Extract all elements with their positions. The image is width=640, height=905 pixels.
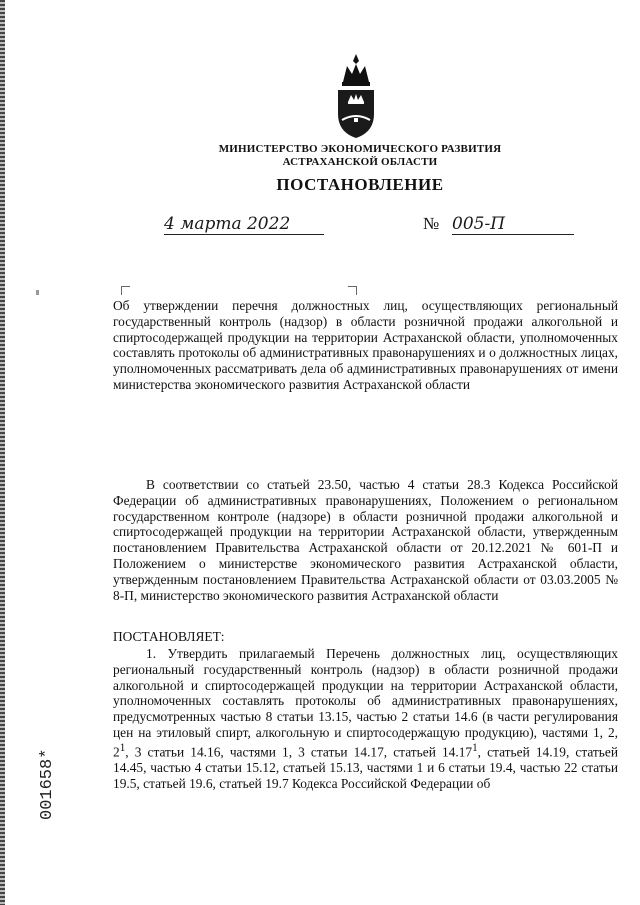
handwritten-number: 005-П	[452, 214, 574, 235]
astrakhan-coat-of-arms-icon	[333, 52, 379, 140]
scan-speck	[36, 290, 39, 295]
item-1-text-b: , 3 статьи 14.16, частями 1, 3 статьи 14.17, статьей 14.17	[125, 744, 473, 760]
document-subject: Об утверждении перечня должностных лиц, осуществляющих региональный государственный контроль (надзор) в области розничной продажи алкогольной и спиртосодержащей продукции на территории Астраханской области, уполномоченных составлять протоколы об административных правонарушениях и о должностных лицах, уполномоченных рассматривать дела об административных правонарушениях от имени министерства экономического развития Астраханской области	[113, 298, 618, 392]
scan-edge	[0, 0, 5, 905]
resolve-heading: ПОСТАНОВЛЯЕТ:	[113, 629, 225, 644]
ministry-name-line2: АСТРАХАНСКОЙ ОБЛАСТИ	[282, 156, 438, 168]
number-label: №	[423, 214, 440, 233]
title-corner-mark-right	[348, 286, 357, 295]
title-corner-mark-left	[121, 286, 130, 295]
ministry-name-line1: МИНИСТЕРСТВО ЭКОНОМИЧЕСКОГО РАЗВИТИЯ	[218, 143, 502, 155]
legal-basis-paragraph: В соответствии со статьей 23.50, частью 4 статьи 28.3 Кодекса Российской Федерации об административных правонарушениях, Положением о региональном государственном контроле (надзоре) в области розничной продажи алкогольной и спиртосодержащей продукции на территории Астраханской области, утвержденным постановлением Правительства Астраханской области от 20.12.2021 № 601-П и Положением о министерстве экономического развития Астраханской области, утвержденным постановлением Правительства Астраханской области от 03.03.2005 № 8-П, министерство экономического развития Астраханской области	[113, 477, 618, 603]
handwritten-date: 4 марта 2022	[164, 214, 324, 235]
document-type-title: ПОСТАНОВЛЕНИЕ	[276, 175, 444, 194]
item-1-superscript-a: 1	[119, 741, 126, 754]
item-1-text-a: 1. Утвердить прилагаемый Перечень должностных лиц, осуществляющих региональный государственный контроль (надзор) в области розничной продажи алкогольной и спиртосодержащей продукции на территории Астраханской области, уполномоченных составлять протоколы об административных правонарушениях, предусмотренных частью 8 статьи 13.15, частью 2 статьи 14.6 (в части регулирования цен на этиловый спирт, алкогольную и спиртосодержащую продукцию), частями 1, 2, 2	[113, 646, 618, 760]
item-1-text-c: , статьей 14.19, статьей 14.45, частью 4 статьи 15.12, статьей 15.13, частями 1 и 6 статьи 19.4, частью 22 статьи 19.5, статьей 19.6, статьей 19.7 Кодекса Российской Федерации об	[113, 744, 619, 791]
registration-stamp-number: 001658*	[38, 748, 57, 820]
item-1-paragraph	[113, 646, 618, 792]
item-1-superscript-b: 1	[472, 741, 478, 754]
